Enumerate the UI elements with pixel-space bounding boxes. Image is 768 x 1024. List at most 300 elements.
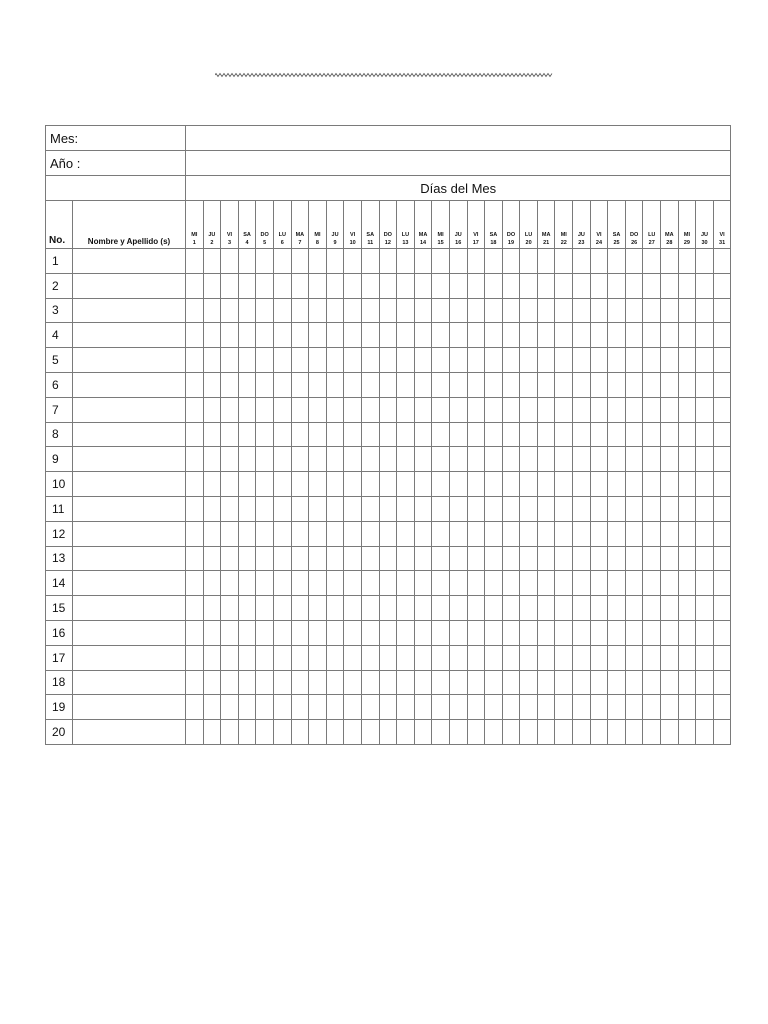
attendance-cell[interactable] xyxy=(696,298,714,323)
attendance-cell[interactable] xyxy=(203,596,221,621)
attendance-cell[interactable] xyxy=(573,521,591,546)
attendance-cell[interactable] xyxy=(573,422,591,447)
attendance-cell[interactable] xyxy=(590,596,608,621)
attendance-cell[interactable] xyxy=(256,720,274,745)
attendance-cell[interactable] xyxy=(379,348,397,373)
attendance-cell[interactable] xyxy=(467,273,485,298)
attendance-cell[interactable] xyxy=(608,472,626,497)
attendance-cell[interactable] xyxy=(520,596,538,621)
attendance-cell[interactable] xyxy=(555,472,573,497)
attendance-cell[interactable] xyxy=(678,348,696,373)
attendance-cell[interactable] xyxy=(309,472,327,497)
attendance-cell[interactable] xyxy=(678,397,696,422)
attendance-cell[interactable] xyxy=(678,496,696,521)
attendance-cell[interactable] xyxy=(344,273,362,298)
name-cell[interactable] xyxy=(73,422,186,447)
attendance-cell[interactable] xyxy=(221,273,239,298)
attendance-cell[interactable] xyxy=(713,620,731,645)
attendance-cell[interactable] xyxy=(661,546,679,571)
attendance-cell[interactable] xyxy=(678,447,696,472)
attendance-cell[interactable] xyxy=(397,645,415,670)
attendance-cell[interactable] xyxy=(485,397,503,422)
attendance-cell[interactable] xyxy=(238,273,256,298)
attendance-cell[interactable] xyxy=(221,645,239,670)
attendance-cell[interactable] xyxy=(379,249,397,274)
name-cell[interactable] xyxy=(73,397,186,422)
name-cell[interactable] xyxy=(73,620,186,645)
attendance-cell[interactable] xyxy=(625,372,643,397)
attendance-cell[interactable] xyxy=(625,397,643,422)
attendance-cell[interactable] xyxy=(291,323,309,348)
attendance-cell[interactable] xyxy=(520,620,538,645)
attendance-cell[interactable] xyxy=(414,273,432,298)
attendance-cell[interactable] xyxy=(291,422,309,447)
attendance-cell[interactable] xyxy=(186,273,204,298)
attendance-cell[interactable] xyxy=(573,720,591,745)
attendance-cell[interactable] xyxy=(555,273,573,298)
attendance-cell[interactable] xyxy=(485,645,503,670)
attendance-cell[interactable] xyxy=(221,397,239,422)
attendance-cell[interactable] xyxy=(397,273,415,298)
attendance-cell[interactable] xyxy=(573,695,591,720)
attendance-cell[interactable] xyxy=(256,695,274,720)
attendance-cell[interactable] xyxy=(344,422,362,447)
attendance-cell[interactable] xyxy=(555,720,573,745)
attendance-cell[interactable] xyxy=(625,571,643,596)
attendance-cell[interactable] xyxy=(221,447,239,472)
attendance-cell[interactable] xyxy=(273,323,291,348)
attendance-cell[interactable] xyxy=(537,422,555,447)
attendance-cell[interactable] xyxy=(397,695,415,720)
attendance-cell[interactable] xyxy=(485,472,503,497)
attendance-cell[interactable] xyxy=(238,695,256,720)
attendance-cell[interactable] xyxy=(291,670,309,695)
attendance-cell[interactable] xyxy=(590,323,608,348)
attendance-cell[interactable] xyxy=(221,496,239,521)
attendance-cell[interactable] xyxy=(502,670,520,695)
attendance-cell[interactable] xyxy=(520,323,538,348)
attendance-cell[interactable] xyxy=(256,546,274,571)
attendance-cell[interactable] xyxy=(326,323,344,348)
attendance-cell[interactable] xyxy=(502,695,520,720)
attendance-cell[interactable] xyxy=(696,596,714,621)
attendance-cell[interactable] xyxy=(467,323,485,348)
attendance-cell[interactable] xyxy=(520,249,538,274)
attendance-cell[interactable] xyxy=(291,348,309,373)
attendance-cell[interactable] xyxy=(661,645,679,670)
attendance-cell[interactable] xyxy=(379,645,397,670)
attendance-cell[interactable] xyxy=(467,546,485,571)
attendance-cell[interactable] xyxy=(643,546,661,571)
attendance-cell[interactable] xyxy=(186,620,204,645)
attendance-cell[interactable] xyxy=(432,273,450,298)
attendance-cell[interactable] xyxy=(291,546,309,571)
attendance-cell[interactable] xyxy=(344,372,362,397)
attendance-cell[interactable] xyxy=(643,472,661,497)
attendance-cell[interactable] xyxy=(573,323,591,348)
attendance-cell[interactable] xyxy=(449,348,467,373)
attendance-cell[interactable] xyxy=(344,571,362,596)
attendance-cell[interactable] xyxy=(573,447,591,472)
attendance-cell[interactable] xyxy=(467,695,485,720)
attendance-cell[interactable] xyxy=(414,571,432,596)
attendance-cell[interactable] xyxy=(590,695,608,720)
attendance-cell[interactable] xyxy=(203,620,221,645)
attendance-cell[interactable] xyxy=(344,695,362,720)
attendance-cell[interactable] xyxy=(467,571,485,596)
attendance-cell[interactable] xyxy=(467,422,485,447)
attendance-cell[interactable] xyxy=(502,496,520,521)
attendance-cell[interactable] xyxy=(467,397,485,422)
attendance-cell[interactable] xyxy=(661,720,679,745)
attendance-cell[interactable] xyxy=(344,447,362,472)
attendance-cell[interactable] xyxy=(573,571,591,596)
attendance-cell[interactable] xyxy=(555,695,573,720)
attendance-cell[interactable] xyxy=(520,298,538,323)
attendance-cell[interactable] xyxy=(414,645,432,670)
attendance-cell[interactable] xyxy=(326,273,344,298)
attendance-cell[interactable] xyxy=(661,596,679,621)
attendance-cell[interactable] xyxy=(678,372,696,397)
attendance-cell[interactable] xyxy=(361,249,379,274)
attendance-cell[interactable] xyxy=(238,348,256,373)
name-cell[interactable] xyxy=(73,645,186,670)
attendance-cell[interactable] xyxy=(273,348,291,373)
attendance-cell[interactable] xyxy=(625,472,643,497)
attendance-cell[interactable] xyxy=(643,422,661,447)
attendance-cell[interactable] xyxy=(555,620,573,645)
attendance-cell[interactable] xyxy=(414,249,432,274)
attendance-cell[interactable] xyxy=(291,571,309,596)
attendance-cell[interactable] xyxy=(661,472,679,497)
attendance-cell[interactable] xyxy=(414,472,432,497)
name-cell[interactable] xyxy=(73,720,186,745)
attendance-cell[interactable] xyxy=(397,397,415,422)
attendance-cell[interactable] xyxy=(291,596,309,621)
attendance-cell[interactable] xyxy=(625,348,643,373)
attendance-cell[interactable] xyxy=(520,571,538,596)
attendance-cell[interactable] xyxy=(326,348,344,373)
attendance-cell[interactable] xyxy=(309,645,327,670)
attendance-cell[interactable] xyxy=(696,323,714,348)
attendance-cell[interactable] xyxy=(449,472,467,497)
attendance-cell[interactable] xyxy=(520,422,538,447)
attendance-cell[interactable] xyxy=(713,521,731,546)
attendance-cell[interactable] xyxy=(256,323,274,348)
attendance-cell[interactable] xyxy=(555,496,573,521)
attendance-cell[interactable] xyxy=(713,298,731,323)
attendance-cell[interactable] xyxy=(573,372,591,397)
attendance-cell[interactable] xyxy=(203,273,221,298)
month-field[interactable] xyxy=(186,126,731,151)
attendance-cell[interactable] xyxy=(696,422,714,447)
attendance-cell[interactable] xyxy=(485,596,503,621)
name-cell[interactable] xyxy=(73,596,186,621)
attendance-cell[interactable] xyxy=(713,546,731,571)
attendance-cell[interactable] xyxy=(397,720,415,745)
attendance-cell[interactable] xyxy=(520,447,538,472)
attendance-cell[interactable] xyxy=(238,546,256,571)
attendance-cell[interactable] xyxy=(608,645,626,670)
attendance-cell[interactable] xyxy=(361,298,379,323)
attendance-cell[interactable] xyxy=(696,472,714,497)
attendance-cell[interactable] xyxy=(713,645,731,670)
attendance-cell[interactable] xyxy=(309,397,327,422)
attendance-cell[interactable] xyxy=(590,521,608,546)
attendance-cell[interactable] xyxy=(661,496,679,521)
attendance-cell[interactable] xyxy=(485,670,503,695)
attendance-cell[interactable] xyxy=(467,670,485,695)
attendance-cell[interactable] xyxy=(520,397,538,422)
attendance-cell[interactable] xyxy=(502,323,520,348)
attendance-cell[interactable] xyxy=(608,596,626,621)
attendance-cell[interactable] xyxy=(203,422,221,447)
attendance-cell[interactable] xyxy=(221,422,239,447)
attendance-cell[interactable] xyxy=(397,298,415,323)
attendance-cell[interactable] xyxy=(467,372,485,397)
attendance-cell[interactable] xyxy=(291,447,309,472)
attendance-cell[interactable] xyxy=(273,496,291,521)
name-cell[interactable] xyxy=(73,273,186,298)
attendance-cell[interactable] xyxy=(186,348,204,373)
attendance-cell[interactable] xyxy=(713,348,731,373)
attendance-cell[interactable] xyxy=(590,620,608,645)
attendance-cell[interactable] xyxy=(361,472,379,497)
attendance-cell[interactable] xyxy=(309,422,327,447)
attendance-cell[interactable] xyxy=(309,372,327,397)
attendance-cell[interactable] xyxy=(221,323,239,348)
attendance-cell[interactable] xyxy=(520,720,538,745)
attendance-cell[interactable] xyxy=(379,695,397,720)
attendance-cell[interactable] xyxy=(256,397,274,422)
attendance-cell[interactable] xyxy=(221,372,239,397)
attendance-cell[interactable] xyxy=(502,546,520,571)
attendance-cell[interactable] xyxy=(573,472,591,497)
attendance-cell[interactable] xyxy=(485,496,503,521)
attendance-cell[interactable] xyxy=(326,496,344,521)
attendance-cell[interactable] xyxy=(590,546,608,571)
attendance-cell[interactable] xyxy=(555,645,573,670)
attendance-cell[interactable] xyxy=(414,670,432,695)
attendance-cell[interactable] xyxy=(713,422,731,447)
attendance-cell[interactable] xyxy=(309,596,327,621)
attendance-cell[interactable] xyxy=(361,571,379,596)
attendance-cell[interactable] xyxy=(273,620,291,645)
attendance-cell[interactable] xyxy=(625,496,643,521)
attendance-cell[interactable] xyxy=(414,323,432,348)
attendance-cell[interactable] xyxy=(696,720,714,745)
attendance-cell[interactable] xyxy=(502,273,520,298)
attendance-cell[interactable] xyxy=(221,348,239,373)
attendance-cell[interactable] xyxy=(221,472,239,497)
attendance-cell[interactable] xyxy=(344,472,362,497)
attendance-cell[interactable] xyxy=(713,720,731,745)
attendance-cell[interactable] xyxy=(309,447,327,472)
attendance-cell[interactable] xyxy=(379,298,397,323)
attendance-cell[interactable] xyxy=(291,372,309,397)
attendance-cell[interactable] xyxy=(432,695,450,720)
attendance-cell[interactable] xyxy=(643,249,661,274)
attendance-cell[interactable] xyxy=(203,645,221,670)
attendance-cell[interactable] xyxy=(661,298,679,323)
attendance-cell[interactable] xyxy=(361,596,379,621)
attendance-cell[interactable] xyxy=(485,546,503,571)
attendance-cell[interactable] xyxy=(696,273,714,298)
attendance-cell[interactable] xyxy=(221,695,239,720)
attendance-cell[interactable] xyxy=(678,670,696,695)
attendance-cell[interactable] xyxy=(291,620,309,645)
attendance-cell[interactable] xyxy=(467,521,485,546)
attendance-cell[interactable] xyxy=(449,397,467,422)
attendance-cell[interactable] xyxy=(625,521,643,546)
attendance-cell[interactable] xyxy=(397,496,415,521)
attendance-cell[interactable] xyxy=(432,620,450,645)
attendance-cell[interactable] xyxy=(643,596,661,621)
attendance-cell[interactable] xyxy=(520,273,538,298)
attendance-cell[interactable] xyxy=(256,348,274,373)
attendance-cell[interactable] xyxy=(502,298,520,323)
attendance-cell[interactable] xyxy=(291,695,309,720)
name-cell[interactable] xyxy=(73,348,186,373)
attendance-cell[interactable] xyxy=(291,645,309,670)
attendance-cell[interactable] xyxy=(186,571,204,596)
attendance-cell[interactable] xyxy=(414,720,432,745)
attendance-cell[interactable] xyxy=(449,422,467,447)
attendance-cell[interactable] xyxy=(432,670,450,695)
name-cell[interactable] xyxy=(73,298,186,323)
attendance-cell[interactable] xyxy=(379,496,397,521)
attendance-cell[interactable] xyxy=(661,397,679,422)
attendance-cell[interactable] xyxy=(361,695,379,720)
attendance-cell[interactable] xyxy=(643,496,661,521)
attendance-cell[interactable] xyxy=(520,546,538,571)
attendance-cell[interactable] xyxy=(573,273,591,298)
attendance-cell[interactable] xyxy=(291,521,309,546)
attendance-cell[interactable] xyxy=(414,695,432,720)
attendance-cell[interactable] xyxy=(432,571,450,596)
attendance-cell[interactable] xyxy=(573,620,591,645)
attendance-cell[interactable] xyxy=(485,323,503,348)
attendance-cell[interactable] xyxy=(625,546,643,571)
attendance-cell[interactable] xyxy=(643,670,661,695)
attendance-cell[interactable] xyxy=(414,447,432,472)
attendance-cell[interactable] xyxy=(537,720,555,745)
attendance-cell[interactable] xyxy=(696,249,714,274)
attendance-cell[interactable] xyxy=(203,249,221,274)
attendance-cell[interactable] xyxy=(555,596,573,621)
attendance-cell[interactable] xyxy=(573,670,591,695)
attendance-cell[interactable] xyxy=(449,620,467,645)
attendance-cell[interactable] xyxy=(643,695,661,720)
attendance-cell[interactable] xyxy=(414,372,432,397)
attendance-cell[interactable] xyxy=(238,472,256,497)
attendance-cell[interactable] xyxy=(326,298,344,323)
attendance-cell[interactable] xyxy=(344,596,362,621)
attendance-cell[interactable] xyxy=(520,348,538,373)
attendance-cell[interactable] xyxy=(555,422,573,447)
attendance-cell[interactable] xyxy=(256,620,274,645)
attendance-cell[interactable] xyxy=(203,695,221,720)
attendance-cell[interactable] xyxy=(590,397,608,422)
attendance-cell[interactable] xyxy=(273,521,291,546)
attendance-cell[interactable] xyxy=(643,645,661,670)
attendance-cell[interactable] xyxy=(256,273,274,298)
attendance-cell[interactable] xyxy=(661,447,679,472)
attendance-cell[interactable] xyxy=(485,298,503,323)
attendance-cell[interactable] xyxy=(502,447,520,472)
attendance-cell[interactable] xyxy=(186,645,204,670)
attendance-cell[interactable] xyxy=(238,249,256,274)
attendance-cell[interactable] xyxy=(643,620,661,645)
attendance-cell[interactable] xyxy=(273,546,291,571)
attendance-cell[interactable] xyxy=(467,348,485,373)
attendance-cell[interactable] xyxy=(661,273,679,298)
attendance-cell[interactable] xyxy=(344,521,362,546)
attendance-cell[interactable] xyxy=(537,496,555,521)
attendance-cell[interactable] xyxy=(678,720,696,745)
attendance-cell[interactable] xyxy=(590,571,608,596)
attendance-cell[interactable] xyxy=(590,249,608,274)
attendance-cell[interactable] xyxy=(643,298,661,323)
attendance-cell[interactable] xyxy=(186,298,204,323)
name-cell[interactable] xyxy=(73,521,186,546)
attendance-cell[interactable] xyxy=(485,695,503,720)
attendance-cell[interactable] xyxy=(590,645,608,670)
attendance-cell[interactable] xyxy=(326,596,344,621)
attendance-cell[interactable] xyxy=(449,695,467,720)
attendance-cell[interactable] xyxy=(643,323,661,348)
attendance-cell[interactable] xyxy=(643,397,661,422)
attendance-cell[interactable] xyxy=(590,298,608,323)
attendance-cell[interactable] xyxy=(467,720,485,745)
attendance-cell[interactable] xyxy=(608,496,626,521)
attendance-cell[interactable] xyxy=(238,372,256,397)
attendance-cell[interactable] xyxy=(537,546,555,571)
attendance-cell[interactable] xyxy=(221,546,239,571)
attendance-cell[interactable] xyxy=(713,447,731,472)
attendance-cell[interactable] xyxy=(326,695,344,720)
attendance-cell[interactable] xyxy=(291,496,309,521)
attendance-cell[interactable] xyxy=(485,720,503,745)
attendance-cell[interactable] xyxy=(309,273,327,298)
attendance-cell[interactable] xyxy=(344,323,362,348)
attendance-cell[interactable] xyxy=(678,472,696,497)
attendance-cell[interactable] xyxy=(502,720,520,745)
attendance-cell[interactable] xyxy=(238,596,256,621)
attendance-cell[interactable] xyxy=(696,670,714,695)
attendance-cell[interactable] xyxy=(537,273,555,298)
attendance-cell[interactable] xyxy=(608,571,626,596)
attendance-cell[interactable] xyxy=(203,670,221,695)
attendance-cell[interactable] xyxy=(590,447,608,472)
attendance-cell[interactable] xyxy=(326,397,344,422)
attendance-cell[interactable] xyxy=(537,472,555,497)
attendance-cell[interactable] xyxy=(520,695,538,720)
attendance-cell[interactable] xyxy=(590,720,608,745)
attendance-cell[interactable] xyxy=(203,447,221,472)
attendance-cell[interactable] xyxy=(643,372,661,397)
attendance-cell[interactable] xyxy=(273,720,291,745)
attendance-cell[interactable] xyxy=(661,620,679,645)
attendance-cell[interactable] xyxy=(573,645,591,670)
attendance-cell[interactable] xyxy=(520,496,538,521)
attendance-cell[interactable] xyxy=(449,720,467,745)
attendance-cell[interactable] xyxy=(273,645,291,670)
attendance-cell[interactable] xyxy=(449,298,467,323)
attendance-cell[interactable] xyxy=(537,596,555,621)
attendance-cell[interactable] xyxy=(643,447,661,472)
attendance-cell[interactable] xyxy=(186,695,204,720)
